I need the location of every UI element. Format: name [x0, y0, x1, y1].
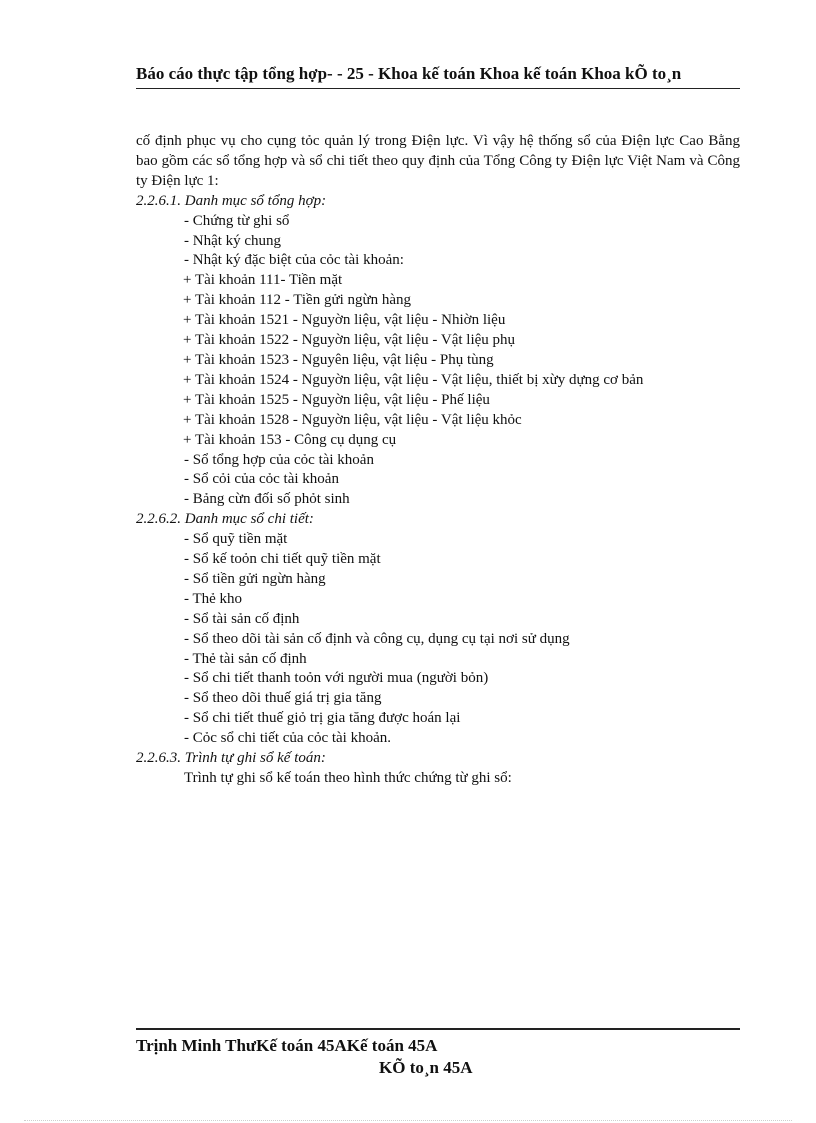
- page-bottom-divider: [24, 1120, 792, 1121]
- section-heading-recording-sequence: 2.2.6.3. Trình tự ghi sổ kế toán:: [136, 750, 326, 767]
- list-item: + Tài khoản 112 - Tiền gửi ngừn hàng: [183, 292, 412, 309]
- header-text: Báo cáo thực tập tổng hợp- - 25 - Khoa kế toán Khoa kế toán Khoa kÕ to¸n: [136, 64, 682, 83]
- document-body: [136, 132, 740, 789]
- list-item: - Sổ kế toỏn chi tiết quỹ tiền mặt: [184, 551, 381, 568]
- list-item: + Tài khoản 111- Tiền mặt: [183, 272, 343, 289]
- footer-author-line: Trịnh Minh ThưKế toán 45AKế toán 45A: [136, 1036, 438, 1055]
- list-item: - Cỏc sổ chi tiết của cỏc tài khoản.: [184, 730, 392, 747]
- list-item: - Bảng cừn đối số phỏt sinh: [184, 491, 350, 508]
- intro-paragraph: cố định phục vụ cho cụng tỏc quản lý trong Điện lực. Vì vậy hệ thống sổ của Điện lực Cao Bằng bao gồm các sổ tổng hợp và sổ chi tiết theo quy định của Tổng Công ty Điện lực Việt Nam và Công ty Điện lực 1:: [136, 133, 740, 189]
- list-item: + Tài khoản 1524 - Nguyờn liệu, vật liệu - Vật liệu, thiết bị xừy dựng cơ bản: [183, 371, 644, 388]
- section-heading-detail-ledgers: 2.2.6.2. Danh mục sổ chi tiết:: [136, 511, 314, 528]
- list-item: + Tài khoản 1525 - Nguyờn liệu, vật liệu - Phế liệu: [183, 391, 490, 408]
- list-item: - Thẻ tài sản cố định: [184, 650, 307, 667]
- list-item: - Nhật ký chung: [184, 232, 282, 249]
- sequence-paragraph: Trình tự ghi sổ kế toán theo hình thức chứng từ ghi sổ:: [184, 770, 512, 786]
- list-item: + Tài khoản 1522 - Nguyờn liệu, vật liệu - Vật liệu phụ: [183, 332, 516, 349]
- list-item: - Sổ tiền gửi ngừn hàng: [184, 570, 326, 587]
- list-item: - Sổ chi tiết thuế giỏ trị gia tăng được hoán lại: [184, 710, 461, 727]
- list-item: + Tài khoản 1523 - Nguyên liệu, vật liệu - Phụ tùng: [183, 351, 494, 368]
- list-item: + Tài khoản 153 - Công cụ dụng cụ: [183, 431, 397, 448]
- section-heading-general-ledgers: 2.2.6.1. Danh mục sổ tổng hợp:: [136, 192, 327, 209]
- list-item: - Chứng từ ghi sổ: [184, 212, 290, 229]
- list-item: - Sổ theo dõi tài sản cố định và công cụ, dụng cụ tại nơi sử dụng: [184, 630, 570, 647]
- page-footer: [136, 1028, 740, 1079]
- list-item: - Sổ quỹ tiền mặt: [184, 531, 288, 548]
- list-item: - Thẻ kho: [184, 590, 243, 607]
- list-item: + Tài khoản 1521 - Nguyờn liệu, vật liệu - Nhiờn liệu: [183, 312, 506, 329]
- list-item: - Sổ cỏi của cỏc tài khoản: [184, 471, 339, 488]
- list-item: - Nhật ký đặc biệt của cỏc tài khoản:: [184, 252, 404, 269]
- list-item: - Sổ theo dõi thuế giá trị gia tăng: [184, 690, 382, 707]
- list-item: - Sổ chi tiết thanh toỏn với người mua (người bỏn): [184, 670, 489, 687]
- list-item: + Tài khoản 1528 - Nguyờn liệu, vật liệu - Vật liệu khỏc: [183, 411, 522, 428]
- footer-class-line: KÕ to¸n 45A: [379, 1058, 473, 1077]
- list-item: - Sổ tổng hợp của cỏc tài khoản: [184, 451, 374, 468]
- list-item: - Sổ tài sản cố định: [184, 610, 300, 627]
- page-header: [136, 62, 740, 89]
